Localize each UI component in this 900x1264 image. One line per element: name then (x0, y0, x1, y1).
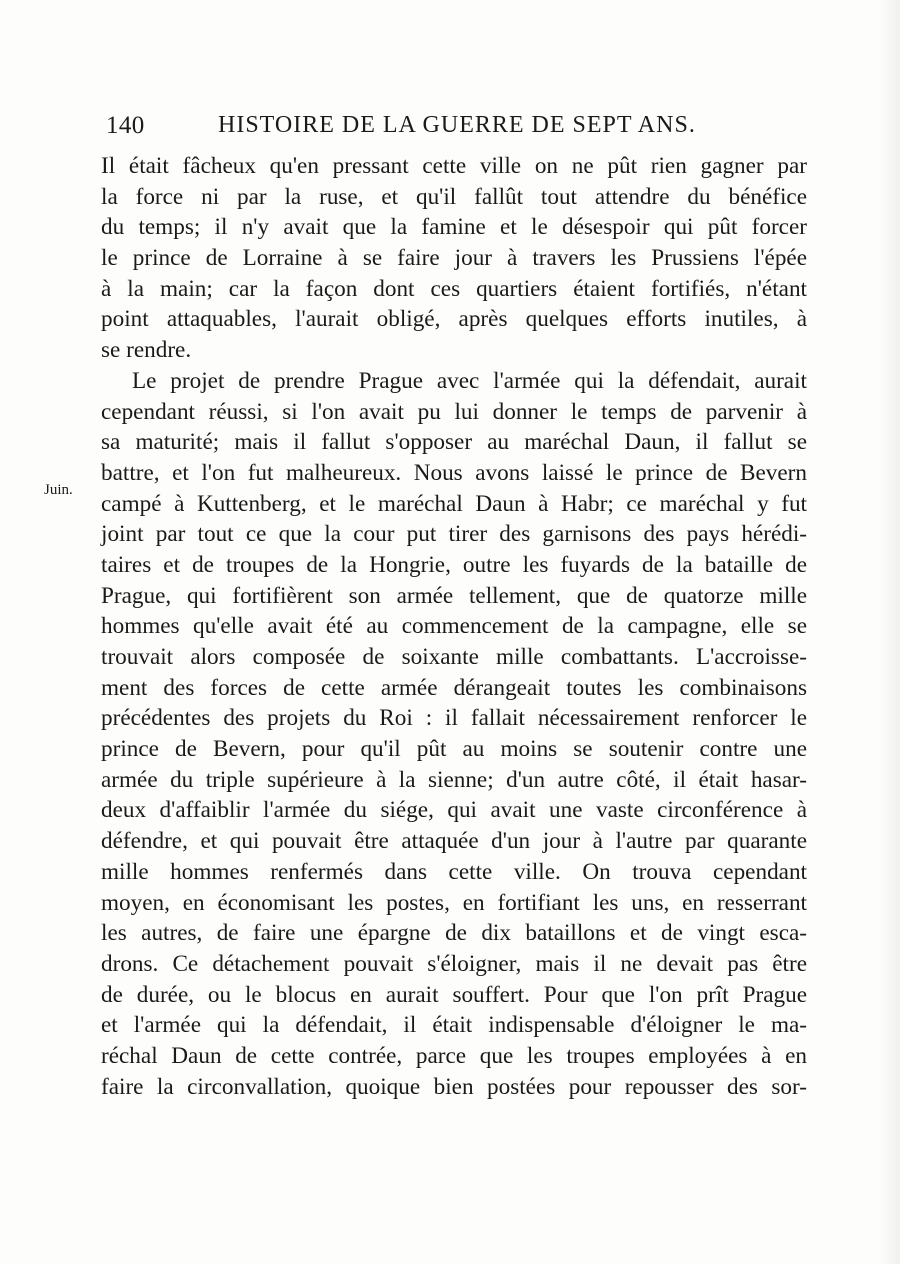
text-line: se rendre. (101, 337, 192, 364)
text-line: trouvait alors composée de soixante mille combattants. L'accroisse- (101, 644, 807, 670)
text-line: de durée, ou le blocus en aurait souffert. Pour que l'on prît Prague (101, 981, 807, 1008)
text-line: sa maturité; mais il fallut s'opposer au maréchal Daun, il fallut se (101, 429, 807, 456)
text-line: point attaquables, l'aurait obligé, après quelques efforts inutiles, à (101, 306, 807, 333)
text-line: les autres, de faire une épargne de dix bataillons et de vingt esca- (101, 920, 807, 947)
text-line: réchal Daun de cette contrée, parce que les troupes employées à en (101, 1042, 807, 1069)
body-text (101, 151, 807, 1102)
text-line: joint par tout ce que la cour put tirer des garnisons des pays hérédi- (101, 521, 807, 548)
page-number: 140 (106, 112, 145, 139)
text-line: défendre, et qui pouvait être attaquée d'un jour à l'autre par quarante (101, 828, 807, 855)
text-line: précédentes des projets du Roi : il fallait nécessairement renforcer le (101, 705, 807, 732)
text-line: drons. Ce détachement pouvait s'éloigner, mais il ne devait pas être (101, 950, 807, 977)
text-line: et l'armée qui la défendait, il était indispensable d'éloigner le ma- (101, 1012, 807, 1039)
text-line: prince de Bevern, pour qu'il pût au moins se soutenir contre une (101, 736, 807, 763)
running-head (106, 112, 696, 146)
text-line: Il était fâcheux qu'en pressant cette ville on ne pût rien gagner par (101, 153, 807, 179)
text-line: à la main; car la façon dont ces quartiers étaient fortifiés, n'étant (101, 275, 807, 302)
text-line: hommes qu'elle avait été au commencement de la campagne, elle se (101, 613, 807, 640)
text-line: moyen, en économisant les postes, en fortifiant les uns, en resserrant (101, 889, 807, 916)
text-line: mille hommes renfermés dans cette ville. On trouva cependant (101, 858, 807, 885)
text-line: campé à Kuttenberg, et le maréchal Daun à Habr; ce maréchal y fut (101, 490, 807, 517)
margin-note-date: Juin. (44, 482, 73, 498)
text-line: deux d'affaiblir l'armée du siége, qui avait une vaste circonférence à (101, 797, 807, 824)
text-line: battre, et l'on fut malheureux. Nous avons laissé le prince de Bevern (101, 459, 807, 486)
text-line: du temps; il n'y avait que la famine et le désespoir qui pût forcer (101, 214, 807, 241)
page-edge-shadow (878, 0, 900, 1264)
text-line: taires et de troupes de la Hongrie, outre les fuyards de la bataille de (101, 551, 807, 578)
text-line: le prince de Lorraine à se faire jour à travers les Prussiens l'épée (101, 245, 807, 272)
text-line: la force ni par la ruse, et qu'il fallût tout attendre du bénéfice (101, 183, 807, 210)
text-line: ment des forces de cette armée dérangeait toutes les combinaisons (101, 674, 807, 701)
text-line: faire la circonvallation, quoique bien postées pour repousser des sor- (101, 1073, 807, 1100)
text-line: Prague, qui fortifièrent son armée tellement, que de quatorze mille (101, 582, 807, 609)
text-line: Le projet de prendre Prague avec l'armée qui la défendait, aurait (132, 367, 807, 394)
running-title: HISTOIRE DE LA GUERRE DE SEPT ANS. (218, 112, 696, 138)
text-line: armée du triple supérieure à la sienne; d'un autre côté, il était hasar- (101, 766, 807, 793)
text-line: cependant réussi, si l'on avait pu lui donner le temps de parvenir à (101, 398, 807, 425)
